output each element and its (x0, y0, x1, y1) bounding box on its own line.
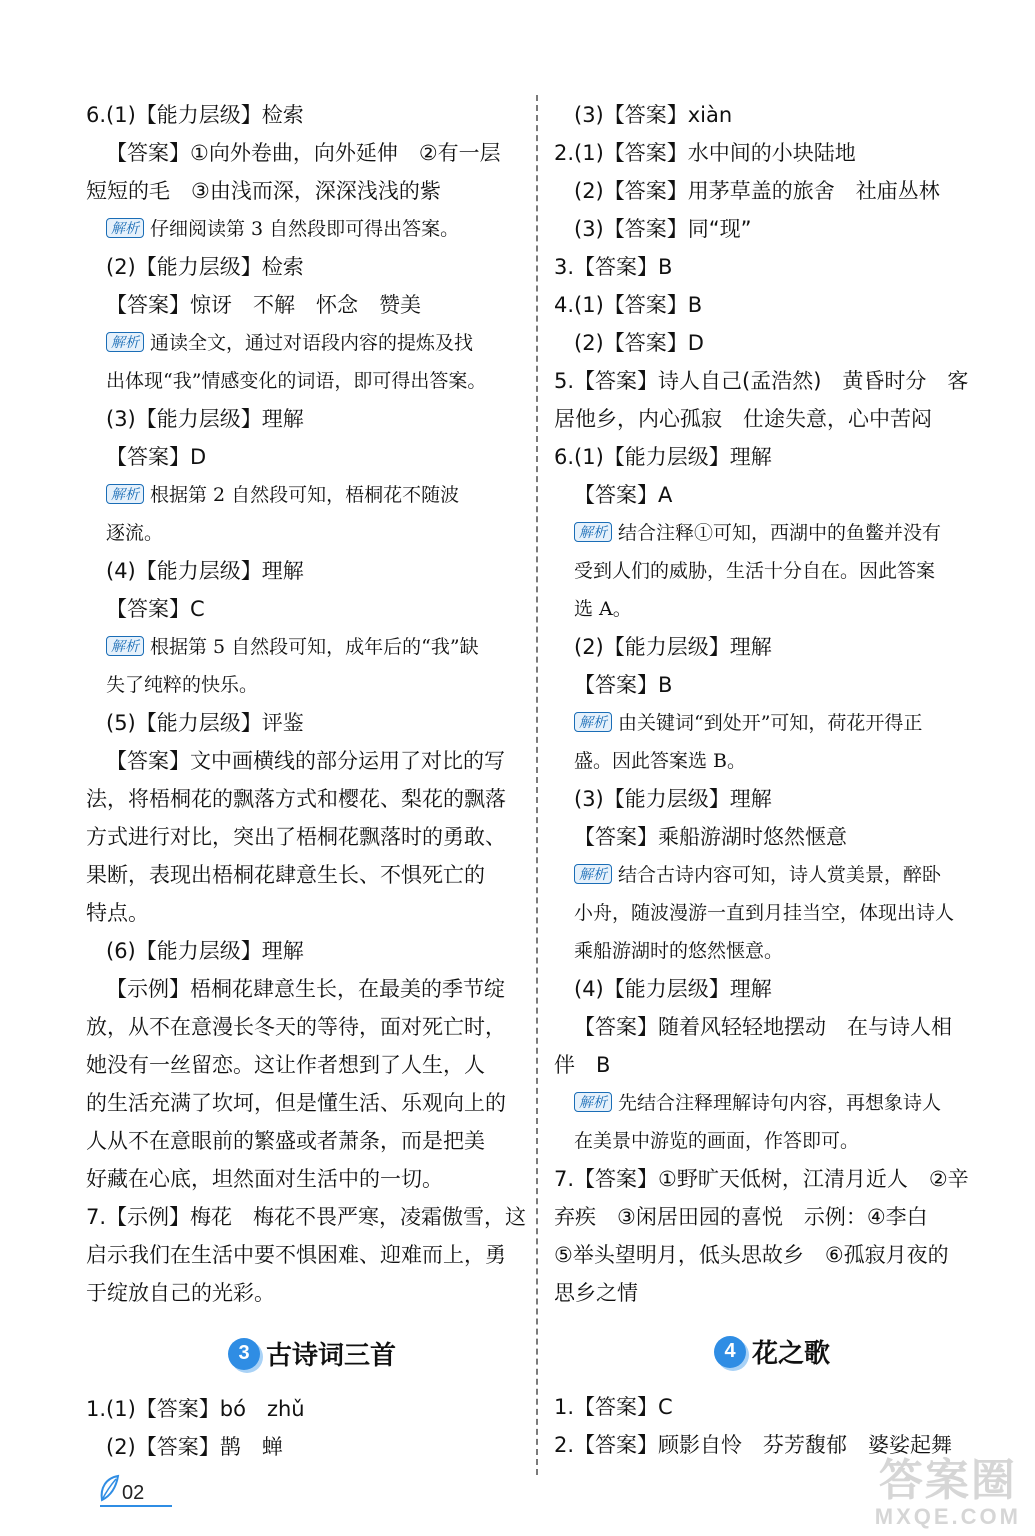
line-text: 【示例】梧桐花肆意生长，在最美的季节绽 (106, 977, 505, 1001)
answer-line (574, 974, 772, 1004)
answer-line (574, 632, 772, 662)
explanation-line (106, 632, 479, 662)
line-text: 在美景中游览的画面，作答即可。 (574, 1130, 860, 1152)
line-text: (2)【答案】D (574, 331, 704, 355)
line-text: 盛。因此答案选 B。 (574, 750, 747, 772)
answer-line (106, 974, 505, 1004)
line-text: 2.(1)【答案】水中间的小块陆地 (554, 141, 856, 165)
line-text: 【答案】C (106, 597, 205, 621)
line-text: 【答案】乘船游湖时悠然惬意 (574, 825, 847, 849)
line-text: 失了纯粹的快乐。 (106, 674, 259, 696)
line-text: 2.【答案】顾影自怜 芬芳馥郁 婆娑起舞 (554, 1433, 953, 1457)
analysis-badge: 解析 (574, 864, 612, 884)
column-divider (536, 95, 538, 1475)
line-text: 根据第 5 自然段可知，成年后的“我”缺 (150, 636, 479, 658)
answer-line (86, 860, 485, 890)
answer-line (106, 290, 421, 320)
line-text: 5.【答案】诗人自己(孟浩然) 黄昏时分 客 (554, 369, 969, 393)
analysis-badge: 解析 (106, 484, 144, 504)
line-text: 【答案】惊讶 不解 怀念 赞美 (106, 293, 421, 317)
line-text: 于绽放自己的光彩。 (86, 1281, 275, 1305)
page-number: 02 (122, 1482, 145, 1504)
line-text: 人从不在意眼前的繁盛或者萧条，而是把美 (86, 1129, 485, 1153)
explanation-line (574, 518, 941, 548)
line-text: 结合注释①可知，西湖中的鱼鳖并没有 (618, 522, 942, 544)
line-text: (2)【能力层级】理解 (574, 635, 772, 659)
line-text: (5)【能力层级】评鉴 (106, 711, 304, 735)
explanation-line (106, 670, 258, 700)
line-text: ⑤举头望明月，低头思故乡 ⑥孤寂月夜的 (554, 1243, 949, 1267)
line-text: 【答案】①向外卷曲，向外延伸 ②有一层 (106, 141, 501, 165)
explanation-line (106, 480, 459, 510)
answer-line (86, 1050, 485, 1080)
line-text: (3)【答案】同“现” (574, 217, 752, 241)
answer-line (574, 100, 732, 130)
answer-line (106, 1432, 283, 1462)
answer-line (86, 176, 441, 206)
line-text: (3)【能力层级】理解 (574, 787, 772, 811)
section-4-heading (714, 1333, 830, 1370)
line-text: 出体现“我”情感变化的词语，即可得出答案。 (106, 370, 487, 392)
line-text: 她没有一丝留恋。这让作者想到了人生，人 (86, 1053, 485, 1077)
answer-line (86, 898, 149, 928)
line-text: (2)【能力层级】检索 (106, 255, 304, 279)
line-text: (2)【答案】鹊 蝉 (106, 1435, 283, 1459)
answer-line (86, 1202, 526, 1232)
answer-line (574, 822, 847, 852)
answer-line (574, 670, 672, 700)
line-text: 6.(1)【能力层级】检索 (86, 103, 304, 127)
answer-line (554, 1050, 610, 1080)
line-text: 由关键词“到处开”可知，荷花开得正 (618, 712, 923, 734)
line-text: 7.【答案】①野旷天低树，江清月近人 ②辛 (554, 1167, 969, 1191)
line-text: 仔细阅读第 3 自然段即可得出答案。 (150, 218, 460, 240)
answer-line (86, 1012, 506, 1042)
answer-line (106, 594, 205, 624)
analysis-badge: 解析 (106, 332, 144, 352)
line-text: 1.【答案】C (554, 1395, 673, 1419)
explanation-line (106, 214, 459, 244)
line-text: 受到人们的威胁，生活十分自在。因此答案 (574, 560, 936, 582)
line-text: 放，从不在意漫长冬天的等待，面对死亡时， (86, 1015, 506, 1039)
answer-line (86, 1278, 275, 1308)
line-text: 特点。 (86, 901, 149, 925)
answer-line (86, 1126, 485, 1156)
answer-line (554, 252, 672, 282)
analysis-badge: 解析 (574, 712, 612, 732)
line-text: (4)【能力层级】理解 (574, 977, 772, 1001)
line-text: 【答案】随着风轻轻地摆动 在与诗人相 (574, 1015, 952, 1039)
line-text: 居他乡，内心孤寂 仕途失意，心中苦闷 (554, 407, 932, 431)
explanation-line (574, 936, 783, 966)
line-text: 短短的毛 ③由浅而深，深深浅浅的紫 (86, 179, 441, 203)
answer-line (574, 328, 704, 358)
line-text: 先结合注释理解诗句内容，再想象诗人 (618, 1092, 942, 1114)
answer-line (106, 138, 501, 168)
line-text: 果断，表现出梧桐花肆意生长、不惧死亡的 (86, 863, 485, 887)
answer-line (554, 290, 702, 320)
answer-line (574, 214, 752, 244)
line-text: 1.(1)【答案】bó zhǔ (86, 1397, 305, 1421)
answer-line (574, 784, 772, 814)
analysis-badge: 解析 (574, 1092, 612, 1112)
line-text: (4)【能力层级】理解 (106, 559, 304, 583)
explanation-line (106, 328, 473, 358)
answer-line (106, 936, 304, 966)
answer-line (106, 746, 505, 776)
analysis-badge: 解析 (106, 636, 144, 656)
line-text: 【答案】文中画横线的部分运用了对比的写 (106, 749, 505, 773)
line-text: 伴 B (554, 1053, 611, 1077)
explanation-line (574, 708, 922, 738)
line-text: 启示我们在生活中要不惧困难、迎难而上，勇 (86, 1243, 506, 1267)
line-text: (2)【答案】用茅草盖的旅舍 社庙丛林 (574, 179, 940, 203)
answer-line (106, 404, 304, 434)
line-text: 弃疾 ③闲居田园的喜悦 示例：④李白 (554, 1205, 928, 1229)
answer-line (574, 480, 672, 510)
watermark-logo: 答案圈 (878, 1456, 1017, 1505)
section-3-heading (228, 1335, 396, 1372)
answer-line (106, 252, 304, 282)
footer-rule (100, 1505, 172, 1507)
line-text: 6.(1)【能力层级】理解 (554, 445, 772, 469)
answer-line (554, 366, 968, 396)
line-text: 方式进行对比，突出了梧桐花飘落时的勇敢、 (86, 825, 506, 849)
answer-line (86, 784, 506, 814)
answer-line (554, 1240, 949, 1270)
answer-line (106, 556, 304, 586)
answer-line (574, 176, 940, 206)
line-text: 的生活充满了坎坷，但是懂生活、乐观向上的 (86, 1091, 506, 1115)
leaf-icon (98, 1474, 120, 1502)
answer-line (86, 822, 506, 852)
line-text: (6)【能力层级】理解 (106, 939, 304, 963)
line-text: (3)【答案】xiàn (574, 103, 733, 127)
answer-line (86, 1394, 305, 1424)
line-text: 结合古诗内容可知，诗人赏美景，醉卧 (618, 864, 942, 886)
watermark-url: MXQE.COM (874, 1504, 1021, 1529)
answer-line (554, 1164, 969, 1194)
explanation-line (106, 366, 486, 396)
line-text: 3.【答案】B (554, 255, 673, 279)
explanation-line (574, 1088, 941, 1118)
answer-line (86, 1164, 443, 1194)
answer-line (574, 1012, 952, 1042)
line-text: 乘船游湖时的悠然惬意。 (574, 940, 784, 962)
line-text: 法，将梧桐花的飘落方式和樱花、梨花的飘落 (86, 787, 506, 811)
answer-line (554, 1278, 638, 1308)
answer-line (554, 1392, 673, 1422)
explanation-line (574, 860, 941, 890)
answer-line (106, 708, 304, 738)
line-text: 【答案】B (574, 673, 673, 697)
line-text: 7.【示例】梅花 梅花不畏严寒，凌霜傲雪，这 (86, 1205, 527, 1229)
answer-line (86, 1088, 506, 1118)
line-text: (3)【能力层级】理解 (106, 407, 304, 431)
answer-line (554, 1202, 928, 1232)
analysis-badge: 解析 (574, 522, 612, 542)
section-number-badge: 4 (714, 1336, 746, 1368)
line-text: 【答案】A (574, 483, 673, 507)
answer-line (86, 1240, 506, 1270)
section-title: 花之歌 (752, 1339, 831, 1369)
answer-line (86, 100, 304, 130)
explanation-line (574, 746, 746, 776)
answer-line (106, 442, 206, 472)
section-title: 古诗词三首 (266, 1341, 397, 1371)
watermark (875, 1444, 1021, 1530)
explanation-line (574, 556, 935, 586)
line-text: 好藏在心底，坦然面对生活中的一切。 (86, 1167, 443, 1191)
answer-line (554, 442, 772, 472)
line-text: 思乡之情 (554, 1281, 638, 1305)
answer-line (554, 138, 856, 168)
section-number-badge: 3 (228, 1338, 260, 1370)
line-text: 小舟，随波漫游一直到月挂当空，体现出诗人 (574, 902, 955, 924)
line-text: 逐流。 (106, 522, 164, 544)
line-text: 4.(1)【答案】B (554, 293, 703, 317)
line-text: 通读全文，通过对语段内容的提炼及找 (150, 332, 474, 354)
analysis-badge: 解析 (106, 218, 144, 238)
explanation-line (574, 594, 632, 624)
line-text: 选 A。 (574, 598, 632, 620)
explanation-line (574, 898, 954, 928)
line-text: 【答案】D (106, 445, 207, 469)
explanation-line (106, 518, 163, 548)
line-text: 根据第 2 自然段可知，梧桐花不随波 (150, 484, 460, 506)
explanation-line (574, 1126, 859, 1156)
answer-line (554, 404, 932, 434)
